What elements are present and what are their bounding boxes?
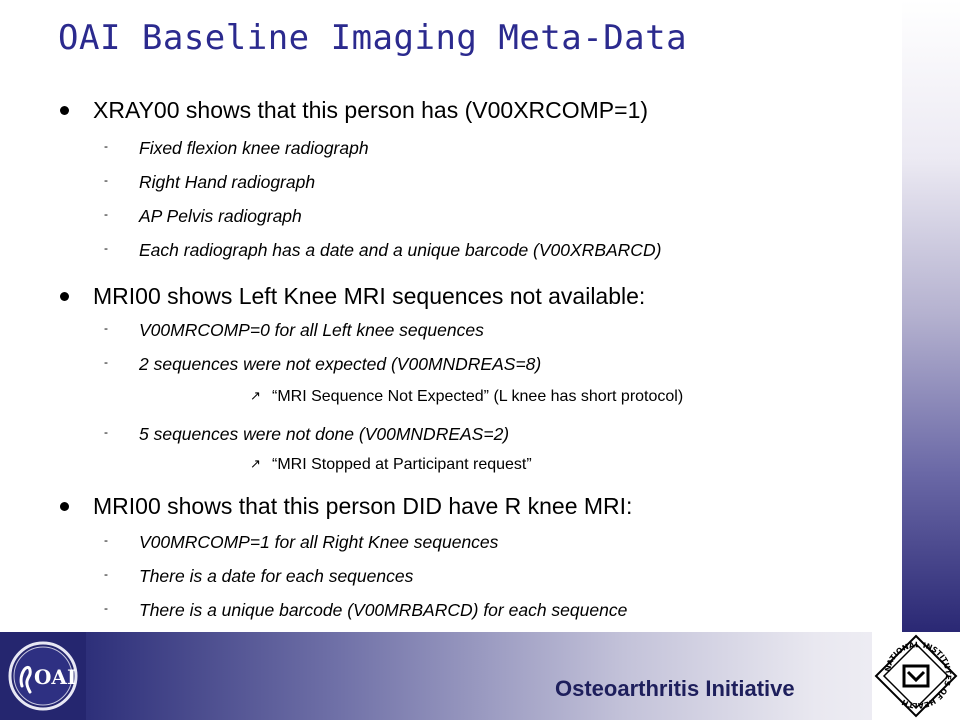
nih-logo-text: NATIONAL INSTITUTES OF HEALTH <box>882 640 953 711</box>
dash-icon: - <box>104 355 108 369</box>
note-text: “MRI Sequence Not Expected” (L knee has short protocol) <box>272 388 684 405</box>
dash-icon: - <box>104 241 108 255</box>
sub-bullet-text: Fixed flexion knee radiograph <box>139 138 369 158</box>
footer-label: Osteoarthritis Initiative <box>555 676 795 701</box>
sub-bullet-text: Each radiograph has a date and a unique barcode (V00XRBARCD) <box>139 240 662 260</box>
dash-icon: - <box>104 601 108 615</box>
bullet-text: MRI00 shows Left Knee MRI sequences not available: <box>93 283 646 309</box>
sub-bullet-text: V00MRCOMP=0 for all Left knee sequences <box>139 320 484 340</box>
sub-bullet-text: 5 sequences were not done (V00MNDREAS=2) <box>139 424 510 444</box>
bullet-dot-icon <box>60 292 69 301</box>
note-text: “MRI Stopped at Participant request” <box>272 456 532 473</box>
arrow-icon: ↗ <box>250 388 261 403</box>
dash-icon: - <box>104 533 108 547</box>
dash-icon: - <box>104 207 108 221</box>
arrow-icon: ↗ <box>250 456 261 471</box>
dash-icon: - <box>104 425 108 439</box>
bottom-gradient-bar <box>0 632 960 720</box>
dash-icon: - <box>104 567 108 581</box>
sub-bullet-text: 2 sequences were not expected (V00MNDREAS=8) <box>139 354 542 374</box>
bullet-dot-icon <box>60 502 69 511</box>
bullet-dot-icon <box>60 106 69 115</box>
slide-title: OAI Baseline Imaging Meta-Data <box>58 18 688 58</box>
sub-bullet-text: V00MRCOMP=1 for all Right Knee sequences <box>139 532 499 552</box>
sub-bullet-text: Right Hand radiograph <box>139 172 316 192</box>
right-gradient-bar <box>902 0 960 632</box>
dash-icon: - <box>104 173 108 187</box>
oai-logo <box>0 632 86 720</box>
sub-bullet-text: There is a unique barcode (V00MRBARCD) for each sequence <box>139 600 628 620</box>
nih-logo <box>872 632 960 720</box>
bullet-text: MRI00 shows that this person DID have R knee MRI: <box>93 493 633 519</box>
sub-bullet-text: AP Pelvis radiograph <box>139 206 302 226</box>
sub-bullet-text: There is a date for each sequences <box>139 566 414 586</box>
oai-logo-text: OAI <box>34 665 77 689</box>
dash-icon: - <box>104 139 108 153</box>
dash-icon: - <box>104 321 108 335</box>
bullet-text: XRAY00 shows that this person has (V00XRCOMP=1) <box>93 97 649 123</box>
